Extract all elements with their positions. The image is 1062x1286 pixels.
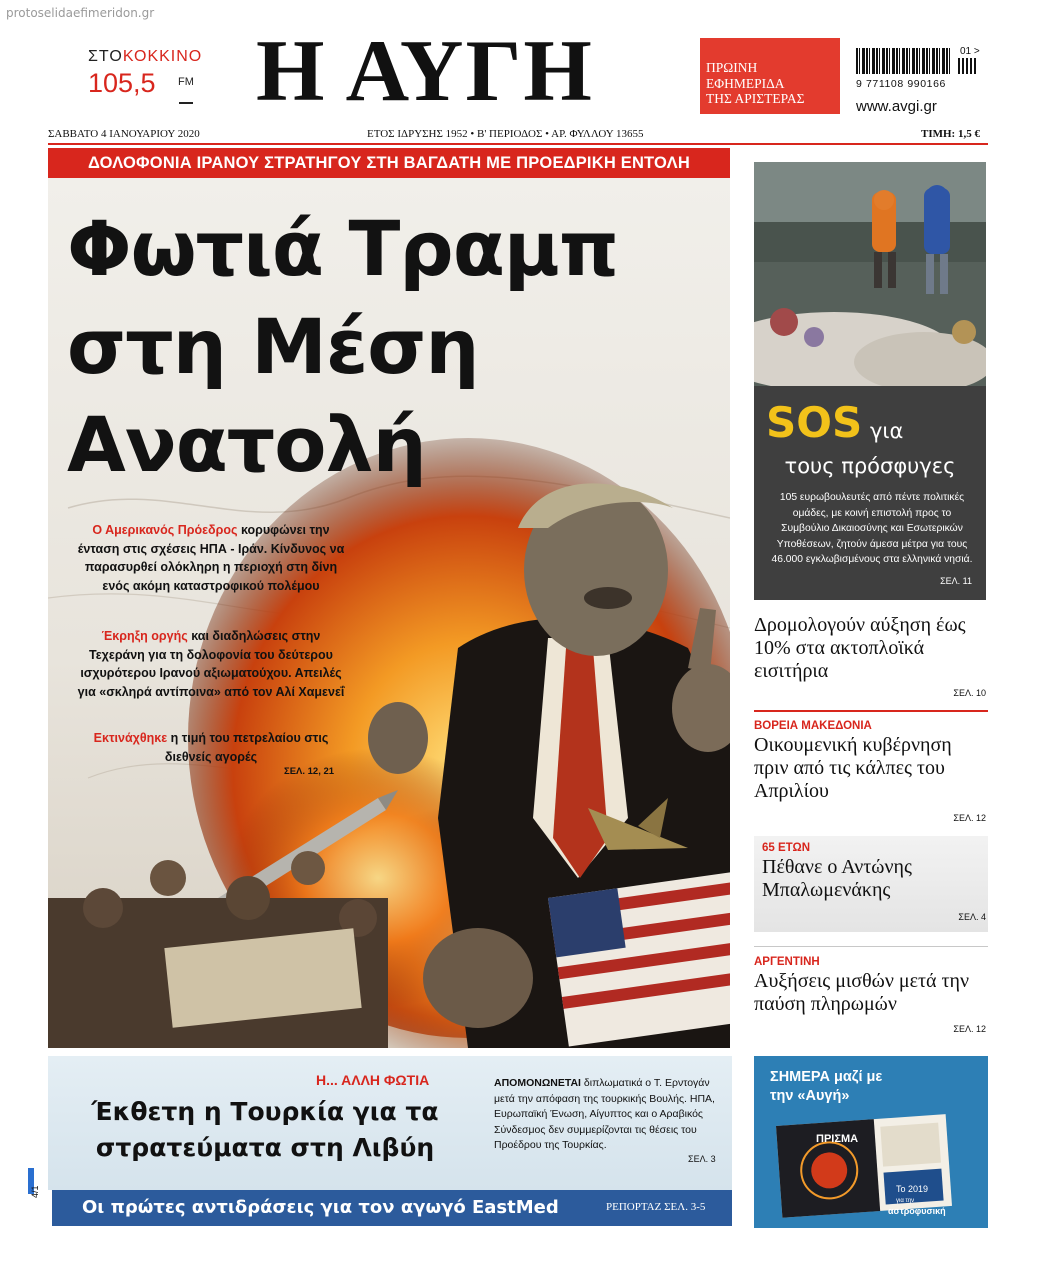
lead-paragraph-2 xyxy=(76,627,346,701)
lead-headline-line-1: Φωτιά Τραμπ xyxy=(67,204,618,293)
turkey-title-line-1: Έκθετη η Τουρκία για τα xyxy=(91,1097,439,1126)
today-title-line-2: την «Αυγή» xyxy=(770,1088,850,1104)
refugee-photo-illustration xyxy=(754,162,986,386)
barcode-icon xyxy=(856,48,951,74)
watermark: protoselidaefimeridon.gr xyxy=(6,6,155,20)
side-story-obituary xyxy=(754,842,988,930)
prisma-cover-line-1: Το 2019 xyxy=(896,1184,929,1194)
issue-date: ΣΑΒΒΑΤΟ 4 ΙΑΝΟΥΑΡΙΟΥ 2020 xyxy=(48,128,200,140)
divider-2 xyxy=(754,946,988,947)
side-story-north-macedonia-tag: ΒΟΡΕΙΑ ΜΑΚΕΔΟΝΙΑ xyxy=(754,720,872,732)
barcode-addon-icon xyxy=(958,58,976,74)
turkey-page-ref: ΣΕΛ. 3 xyxy=(688,1154,716,1164)
lead-paragraph-3-highlight: Εκτινάχθηκε xyxy=(93,731,168,745)
lead-headline-line-3: Ανατολή xyxy=(67,400,426,489)
slogan-line-2: ΕΦΗΜΕΡΙΔΑ xyxy=(706,75,785,91)
radio-promo xyxy=(88,48,203,99)
issue-info: ΕΤΟΣ ΙΔΡΥΣΗΣ 1952 • Β' ΠΕΡΙΟΔΟΣ • ΑΡ. ΦΥΛΛΟΥ 13655 xyxy=(367,128,644,140)
prisma-magazine-name: ΠΡΙΣΜΑ xyxy=(816,1133,859,1145)
sos-page-ref: ΣΕΛ. 11 xyxy=(940,576,972,586)
lead-paragraph-2-highlight: Έκρηξη οργής xyxy=(101,629,188,643)
side-story-obituary-title: Πέθανε ο Αντώνης Μπαλωμενάκης xyxy=(762,856,912,901)
sos-text: 105 ευρωβουλευτές από πέντε πολιτικές ομάδες, με κοινή επιστολή προς το Συμβούλιο Δικαιοσύνης και Εσωτερικών Υποθέσεων, ζητούν άμεσα μέτρα για τους 46.000 εγκλωβισμένους στα ελληνικά νησιά. xyxy=(771,492,973,565)
eastmed-banner xyxy=(52,1190,732,1226)
today-supplement-box xyxy=(754,1056,988,1228)
edge-label: 4/1 xyxy=(30,1185,40,1198)
radio-brand-red: ΚΟΚΚΙΝΟ xyxy=(122,48,203,65)
issue-code: 01 > xyxy=(960,46,980,57)
turkey-text xyxy=(494,1076,718,1154)
lead-paragraph-3 xyxy=(76,729,346,766)
masthead-rule xyxy=(48,143,988,145)
lead-paragraph-3-text: η τιμή του πετρελαίου στις διεθνείς αγορές xyxy=(164,731,329,764)
lead-page-ref: ΣΕΛ. 12, 21 xyxy=(284,766,335,777)
side-story-north-macedonia xyxy=(754,720,988,826)
radio-band-underline xyxy=(179,102,193,104)
today-title-line-1: ΣΗΜΕΡΑ μαζί με xyxy=(770,1069,883,1085)
side-story-north-macedonia-title: Οικουμενική κυβέρνηση πριν από τις κάλπες του Απριλίου xyxy=(754,734,952,802)
prisma-cover-line-2: για την xyxy=(896,1198,915,1204)
radio-brand-prefix: ΣΤΟ xyxy=(88,48,123,65)
side-story-obituary-tag: 65 ΕΤΩΝ xyxy=(762,842,810,854)
turkey-title-line-2: στρατεύματα στη Λιβύη xyxy=(95,1133,435,1162)
radio-brand xyxy=(88,48,203,66)
eastmed-page-ref: ΡΕΠΟΡΤΑΖ ΣΕΛ. 3-5 xyxy=(606,1201,706,1213)
slogan-line-3: ΤΗΣ ΑΡΙΣΤΕΡΑΣ xyxy=(706,91,805,106)
eastmed-title: Οι πρώτες αντιδράσεις για τον αγωγό EastMed xyxy=(82,1197,559,1218)
lead-paragraph-2-text: και διαδηλώσεις στην Τεχεράνη για τη δολοφονία του δεύτερου ισχυρότερου Ιρανού αξιωματούχου. Απειλές για «σκληρά αντίποινα» από τον Αλί Χαμενεΐ xyxy=(77,629,345,699)
side-story-argentina-tag: ΑΡΓΕΝΤΙΝΗ xyxy=(754,956,820,968)
sos-title-suffix: για xyxy=(870,419,904,443)
turkey-title xyxy=(60,1094,470,1166)
lead-paragraph-1-highlight: Ο Αμερικανός Πρόεδρος xyxy=(92,523,238,537)
refugee-children-photo xyxy=(754,162,986,386)
sos-subtitle: τους πρόσφυγες xyxy=(784,454,956,478)
lead-headline-line-2: στη Μέση xyxy=(67,302,479,391)
side-story-north-macedonia-ref: ΣΕΛ. 12 xyxy=(953,813,986,823)
side-story-argentina-title: Αυξήσεις μισθών μετά την παύση πληρωμών xyxy=(754,970,970,1015)
prisma-magazine-cover xyxy=(754,1056,988,1228)
barcode-digits: 9 771108 990166 xyxy=(856,78,946,90)
sos-title: SOS xyxy=(766,398,863,447)
side-story-argentina xyxy=(754,956,988,1040)
side-story-ferry-title: Δρομολογούν αύξηση έως 10% στα ακτοπλοϊκά εισιτήρια xyxy=(754,614,966,682)
turkey-kicker: Η... ΑΛΛΗ ΦΩΤΙΑ xyxy=(316,1072,430,1088)
slogan-box xyxy=(700,38,840,114)
radio-band: FM xyxy=(178,76,194,88)
lead-paragraph-1-text: κορυφώνει την ένταση στις σχέσεις ΗΠΑ - Ιράν. Κίνδυνος να παρασυρθεί ολόκληρη η περιοχή στη δίνη ενός ακόμη καταστροφικού πολέμου xyxy=(77,523,345,593)
side-story-ferry xyxy=(754,614,988,702)
website-link[interactable]: www.avgi.gr xyxy=(856,98,937,115)
prisma-cover-line-3: αστροφυσική xyxy=(888,1206,946,1216)
lead-paragraph-1 xyxy=(76,521,346,595)
turkey-text-caps: ΑΠΟΜΟΝΩΝΕΤΑΙ xyxy=(494,1077,581,1089)
slogan-line-1: ΠΡΩΙΝΗ xyxy=(706,60,758,75)
lead-headline xyxy=(67,200,687,494)
side-story-obituary-ref: ΣΕΛ. 4 xyxy=(958,912,986,922)
issue-price: ΤΙΜΗ: 1,5 € xyxy=(921,128,980,140)
divider-1 xyxy=(754,710,988,712)
side-story-ferry-ref: ΣΕΛ. 10 xyxy=(953,688,986,698)
lead-kicker: ΔΟΛΟΦΟΝΙΑ ΙΡΑΝΟΥ ΣΤΡΑΤΗΓΟΥ ΣΤΗ ΒΑΓΔΑΤΗ ΜΕ ΠΡΟΕΔΡΙΚΗ ΕΝΤΟΛΗ xyxy=(48,148,730,178)
radio-frequency: 105,5 xyxy=(88,68,156,98)
sos-refugees-box xyxy=(754,386,986,600)
turkey-text-body: διπλωματικά ο Τ. Ερντογάν μετά την απόφαση της τουρκικής Βουλής. ΗΠΑ, Ευρωπαϊκή Ένωση, Αίγυπτος και ο Αραβικός Σύνδεσμος δεν συμμερίζονται τις θέσεις του Προέδρου της Τουρκίας. xyxy=(494,1077,715,1151)
newspaper-logo: Η ΑΥΓΗ xyxy=(256,23,594,120)
side-story-argentina-ref: ΣΕΛ. 12 xyxy=(953,1024,986,1034)
